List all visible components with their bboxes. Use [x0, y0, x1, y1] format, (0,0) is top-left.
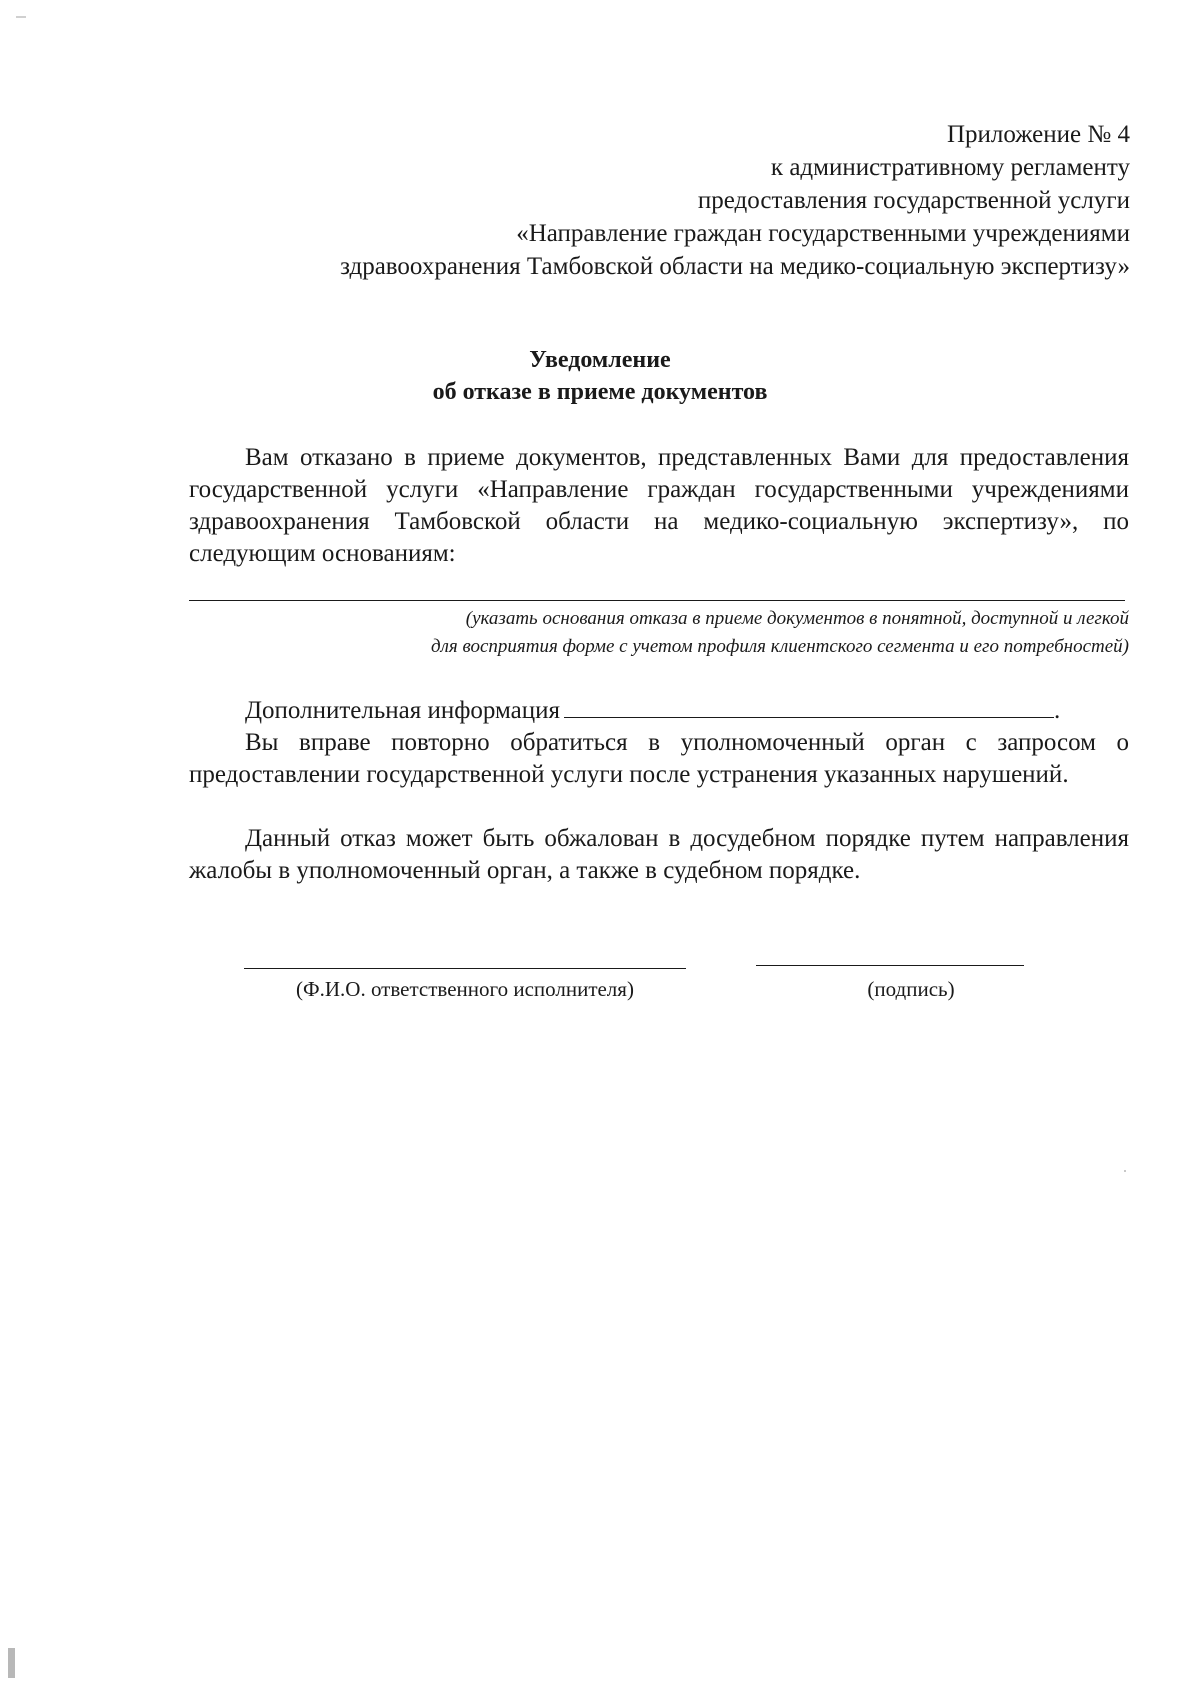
reason-hint-line: (указать основания отказа в приеме документов в понятной, доступной и легкой [465, 608, 1129, 629]
appendix-reference-line: предоставления государственной услуги [697, 187, 1130, 214]
appendix-reference-line: здравоохранения Тамбовской области на медико-социальную экспертизу» [340, 253, 1130, 280]
additional-info-period: . [1054, 697, 1061, 724]
document-title [0, 344, 1200, 408]
name-signature-label: (Ф.И.О. ответственного исполнителя) [296, 977, 634, 1001]
reapply-paragraph: Вы вправе повторно обратиться в уполномоченный орган с запросом о предоставлении государственной услуги после устранения указанных нарушений. [189, 729, 1129, 788]
appendix-number: Приложение № 4 [946, 121, 1130, 148]
scan-edge-mark [8, 1648, 15, 1678]
reason-hint-line: для восприятия форме с учетом профиля клиентского сегмента и его потребностей) [431, 636, 1129, 657]
appendix-header [340, 118, 1130, 283]
reason-fill-line [189, 600, 1125, 601]
signature-line [756, 965, 1024, 966]
scan-speck [1124, 1170, 1126, 1172]
additional-info-fill-line [564, 695, 1054, 718]
signature-label: (подпись) [867, 977, 955, 1001]
additional-info-label: Дополнительная информация [245, 697, 561, 724]
refusal-paragraph: Вам отказано в приеме документов, представленных Вами для предоставления государственной услуги «Направление граждан государственными учреждениями здравоохранения Тамбовской области на медико-социальную экспертизу», по следующим основаниям: [189, 444, 1129, 567]
scan-corner-mark [16, 16, 26, 18]
reason-hint [189, 605, 1129, 661]
appeal-paragraph: Данный отказ может быть обжалован в досудебном порядке путем направления жалобы в уполномоченный орган, а также в судебном порядке. [189, 825, 1129, 884]
title-line: Уведомление [529, 347, 671, 373]
additional-info-row [245, 695, 1060, 727]
appendix-reference-line: к административному регламенту [770, 154, 1130, 181]
name-signature-line [244, 968, 686, 969]
title-line: об отказе в приеме документов [432, 379, 768, 405]
appendix-reference-line: «Направление граждан государственными учреждениями [516, 220, 1130, 247]
